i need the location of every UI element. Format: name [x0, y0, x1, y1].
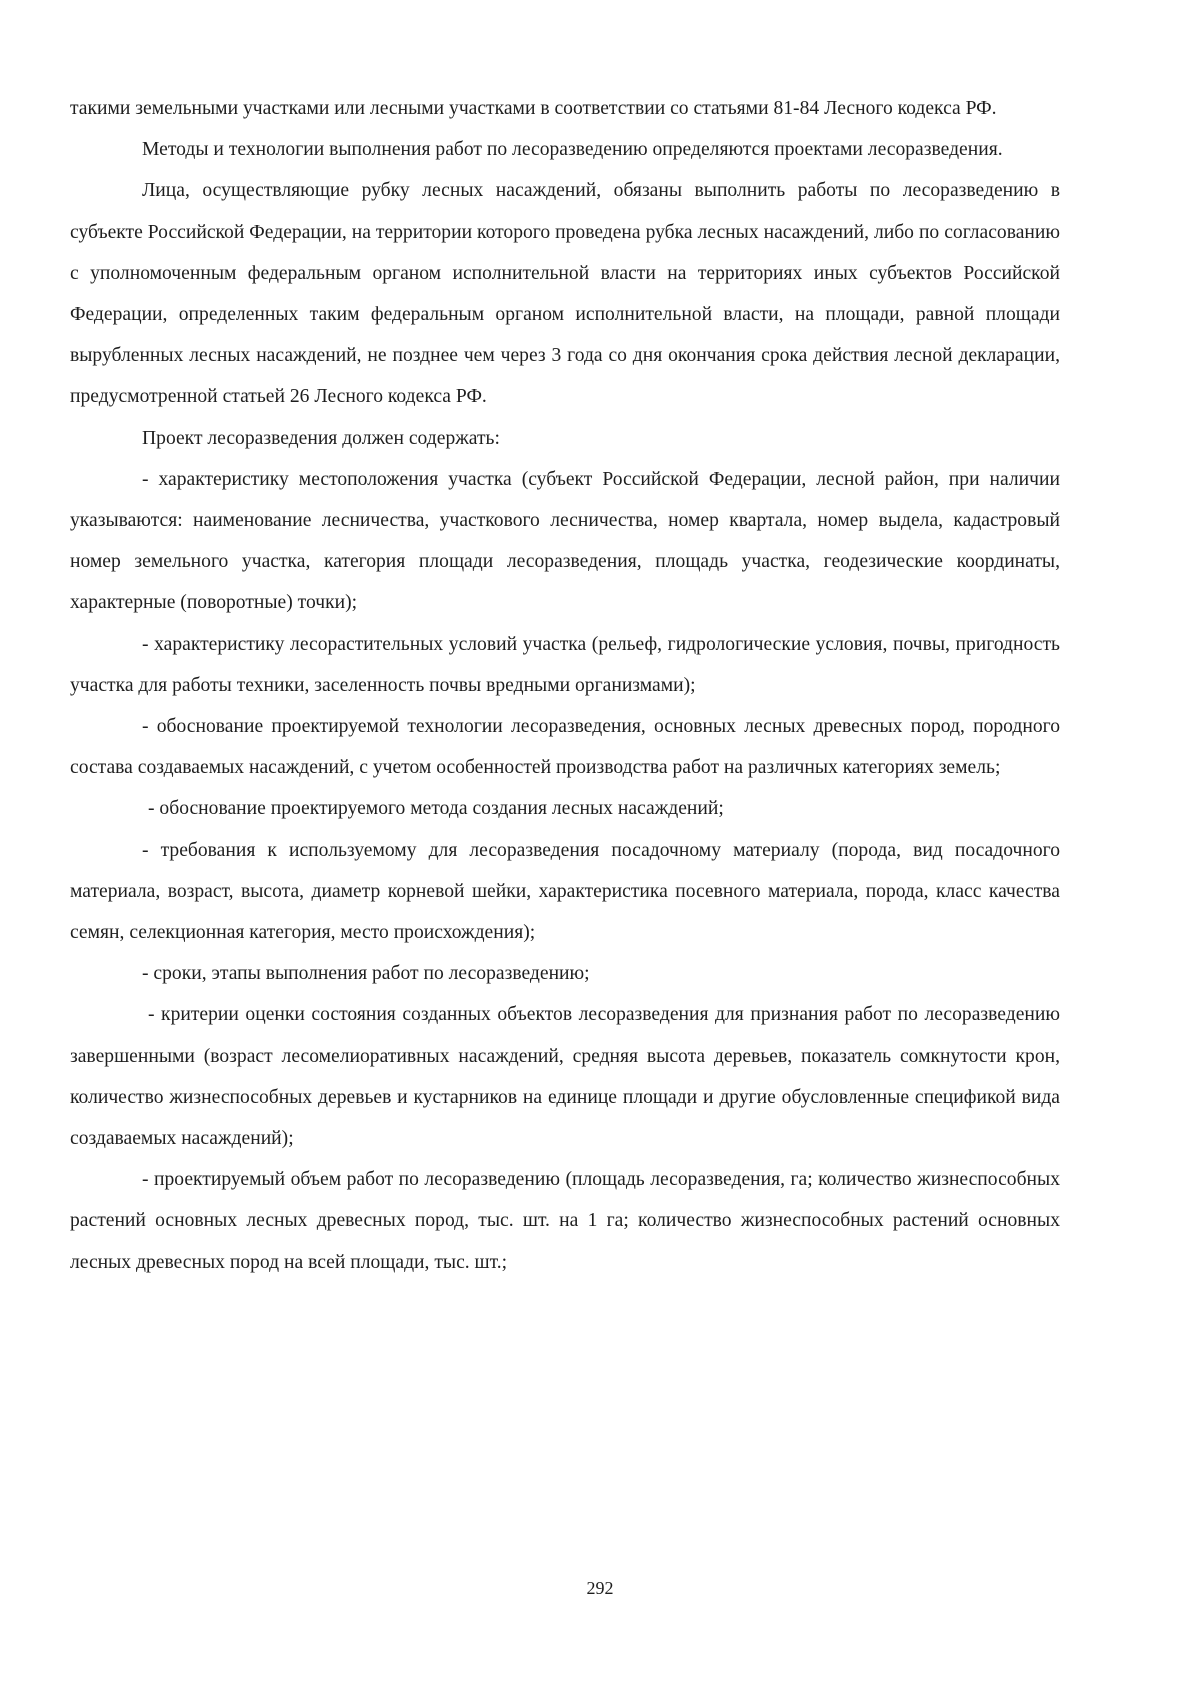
list-item-method: - обоснование проектируемого метода создания лесных насаждений;	[148, 798, 724, 820]
paragraph-project-contents-intro: Проект лесоразведения должен содержать:	[142, 427, 500, 449]
paragraph-continuation: такими земельными участками или лесными участками в соответствии со статьями 81-84 Лесного кодекса РФ.	[70, 98, 997, 119]
list-item-volume: - проектируемый объем работ по лесоразведению (площадь лесоразведения, га; количество жизнеспособных растений основных лесных древесных пород, тыс. шт. на 1 га; количество жизнеспособных растений основных лесных древесных пород на всей площади, тыс. шт.;	[70, 1169, 1060, 1273]
paragraph-methods: Методы и технологии выполнения работ по лесоразведению определяются проектами лесоразведения.	[142, 139, 1003, 161]
document-page	[70, 88, 1060, 1283]
list-item-timing: - сроки, этапы выполнения работ по лесоразведению;	[142, 963, 590, 985]
list-item-growing-conditions: - характеристику лесорастительных условий участка (рельеф, гидрологические условия, почвы, пригодность участка для работы техники, заселенность почвы вредными организмами);	[70, 633, 1060, 696]
page-number: 292	[586, 1578, 614, 1598]
list-item-technology: - обоснование проектируемой технологии лесоразведения, основных лесных древесных пород, породного состава создаваемых насаждений, с учетом особенностей производства работ на различных категориях земель;	[70, 716, 1060, 779]
list-item-planting-material: - требования к используемому для лесоразведения посадочному материалу (порода, вид посадочного материала, возраст, высота, диаметр корневой шейки, характеристика посевного материала, порода, класс качества семян, селекционная категория, место происхождения);	[70, 839, 1060, 944]
list-item-criteria: - критерии оценки состояния созданных объектов лесоразведения для признания работ по лесоразведению завершенными (возраст лесомелиоративных насаждений, средняя высота деревьев, показатель сомкнутости крон, количество жизнеспособных деревьев и кустарников на единице площади и другие обусловленные спецификой вида создаваемых насаждений);	[70, 1004, 1060, 1150]
paragraph-obligations: Лица, осуществляющие рубку лесных насаждений, обязаны выполнить работы по лесоразведению в субъекте Российской Федерации, на территории которого проведена рубка лесных насаждений, либо по согласованию с уполномоченным федеральным органом исполнительной власти на территориях иных субъектов Российской Федерации, определенных таким федеральным органом исполнительной власти, на площади, равной площади вырубленных лесных насаждений, не позднее чем через 3 года со дня окончания срока действия лесной декларации, предусмотренной статьей 26 Лесного кодекса РФ.	[70, 180, 1060, 408]
list-item-location: - характеристику местоположения участка (субъект Российской Федерации, лесной район, при наличии указываются: наименование лесничества, участкового лесничества, номер квартала, номер выдела, кадастровый номер земельного участка, категория площади лесоразведения, площадь участка, геодезические координаты, характерные (поворотные) точки);	[70, 468, 1060, 614]
